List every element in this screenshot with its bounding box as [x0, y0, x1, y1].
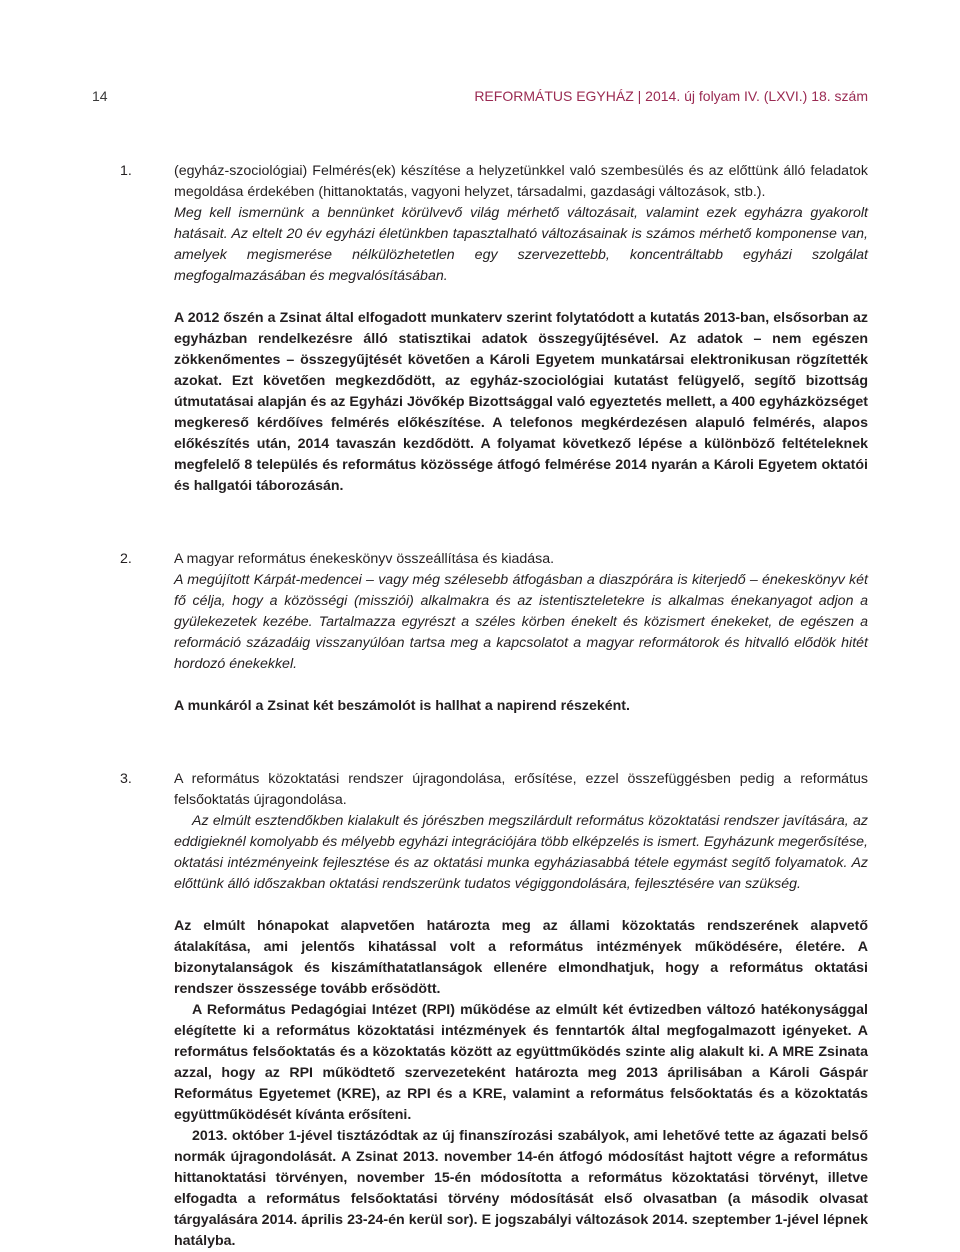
list-item: [120, 549, 868, 717]
item-number: 2.: [120, 551, 132, 567]
item-number: 3.: [120, 771, 132, 787]
item-paragraph: A Református Pedagógiai Intézet (RPI) működése az elmúlt két évtizedben változó hatékonysággal elégítette ki a református közoktatási intézmények és fenntartók által megfogalmazott igényeket. A református felsőoktatás és a közoktatás között az együttműködés szinte alig alakult ki. A MRE Zsinata azzal, hogy az RPI működtető szervezeteként határozta meg 2013 áprilisában a Károli Gáspár Református Egyetemet (KRE), az RPI és a KRE, valamint a református felsőoktatás és a közoktatás együttműködését kívánta erősíteni.: [174, 1002, 868, 1123]
item-paragraph: Az elmúlt hónapokat alapvetően határozta meg az állami közoktatás rendszerének alapvető átalakítása, ami jelentős kihatással volt a református intézmények működésére, életére. A bizonytalanságok és kiszámíthatatlanságok ellenére elmondhatjuk, hogy a református oktatási rendszer összessége tovább erősödött.: [174, 918, 868, 997]
item-paragraph: A munkáról a Zsinat két beszámolót is hallhat a napirend részeként.: [174, 698, 630, 714]
document-body: [120, 161, 868, 1252]
list-item: [120, 769, 868, 1252]
item-title: A református közoktatási rendszer újragondolása, erősítése, ezzel összefüggésben pedig a református felsőoktatás újragondolása.: [174, 771, 868, 808]
item-paragraph: A megújított Kárpát-medencei – vagy még szélesebb átfogásban a diaszpórára is kiterjedő – énekeskönyv két fő célja, hogy a közösségi (missziói) alkalmakra és az istentiszteletekre is alkalmas énekanyagot adjon a gyülekezetek kezébe. Tartalmazza egyrészt a széles körben énekelt és közismert énekeket, de egészen a reformáció századáig visszanyúlóan tartsa meg a kapcsolatot a magyar reformátorok és hitvalló elődök hitét hordozó énekekkel.: [174, 572, 868, 672]
item-paragraph: 2013. október 1-jével tisztázódtak az új finanszírozási szabályok, ami lehetővé tette az ágazati belső normák újragondolását. A Zsinat 2013. november 14-én átfogó módosítást hajtott végre a református hittanoktatási törvényen, november 15-én módosította a református közoktatási törvényt, illetve elfogadta a református felsőoktatási törvény módosítását első olvasatban (a második olvasat tárgyalására 2014. április 23-24-én kerül sor). E jogszabályi változások 2014. szeptember 1-jével lépnek hatályba.: [174, 1128, 868, 1249]
page-number: 14: [92, 88, 108, 104]
item-number: 1.: [120, 163, 132, 179]
item-paragraph: A 2012 őszén a Zsinat által elfogadott munkaterv szerint folytatódott a kutatás 2013-ban, elsősorban az egyházban rendelkezésre álló statisztikai adatok összegyűjtésével. Az adatok – nem egészen zökkenőmentes – összegyűjtését követően a Károli Egyetem munkatársai elektronikusan rögzítették azokat. Ezt követően megkezdődött, az egyház-szociológiai kutatást felügyelő, segítő bizottság útmutatásai alapján és az Egyházi Jövőkép Bizottsággal való egyeztetés mellett, a 400 egyházközséget megkereső kérdőíves felmérés előkészítése. A telefonos megkérdezésen alapuló felmérés, alapos előkészítés után, 2014 tavaszán kezdődött. A folyamat következő lépése a különböző feltételeknek megfelelő 8 település és református közössége átfogó felmérése 2014 nyarán a Károli Egyetem oktatói és hallgatói táborozásán.: [174, 310, 868, 494]
running-head: REFORMÁTUS EGYHÁZ | 2014. új folyam IV. (LXVI.) 18. szám: [474, 88, 868, 104]
page-header: [92, 88, 868, 110]
item-paragraph: Meg kell ismernünk a bennünket körülvevő világ mérhető változásait, valamint ezek egyházra gyakorolt hatásait. Az eltelt 20 év egyházi életünkben tapasztalható változásainak is számos mérhető komponense van, amelyek megismerése nélkülözhetetlen egy szervezettebb, koncentráltabb egyházi szolgálat megfogalmazásában és megvalósításában.: [174, 205, 868, 284]
item-title: (egyház-szociológiai) Felmérés(ek) készítése a helyzetünkkel való szembesülés és az előttünk álló feladatok megoldása érdekében (hittanoktatás, vagyoni helyzet, társadalmi, gazdasági változások, stb.).: [174, 163, 868, 200]
item-title: A magyar református énekeskönyv összeállítása és kiadása.: [174, 551, 555, 567]
list-item: [120, 161, 868, 497]
item-paragraph: Az elmúlt esztendőkben kialakult és jórészben megszilárdult református közoktatási rendszer javítására, az eddigieknél komolyabb és mélyebb egyházi integrációjára több elképzelés is ismert. Egyházunk megerősítése, oktatási intézményeink fejlesztése és az oktatási munka egyháziasabbá tétele egymást segítő folyamatok. Az előttünk álló időszakban oktatási rendszerünk tudatos végiggondolására, fejlesztésére van szükség.: [174, 813, 868, 892]
